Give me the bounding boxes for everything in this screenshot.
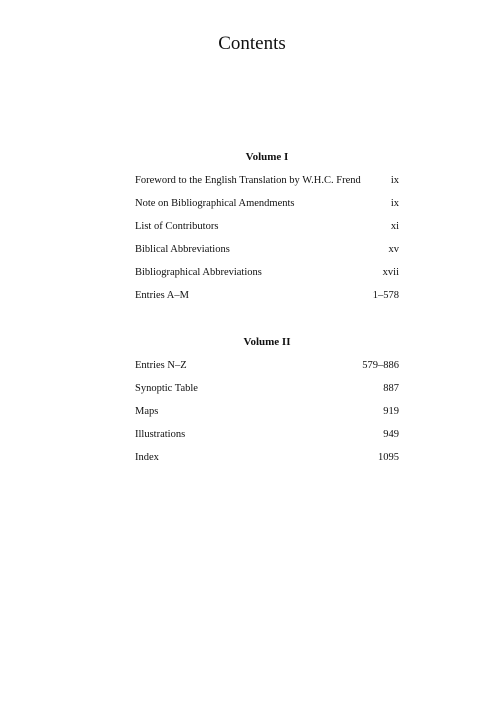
- toc-entry-page: xvii: [382, 267, 399, 278]
- toc-entry-page: xi: [390, 221, 399, 232]
- toc-entry-entries-n-z[interactable]: [135, 359, 399, 382]
- volume-1-section: [135, 150, 399, 312]
- toc-entry-title: Bibliographical Abbreviations: [135, 267, 262, 278]
- toc-entry-title: Entries A–M: [135, 290, 189, 301]
- volume-2-section: [135, 335, 399, 474]
- volume-heading: Volume II: [243, 336, 291, 348]
- toc-entry-title: Biblical Abbreviations: [135, 244, 230, 255]
- toc-entry-page: 919: [383, 406, 399, 417]
- toc-entry-page: xv: [388, 244, 399, 255]
- toc-entry-title: Maps: [135, 406, 159, 417]
- toc-entry-foreword[interactable]: [135, 174, 399, 197]
- toc-entry-page: 949: [383, 429, 399, 440]
- toc-entry-title: Illustrations: [135, 429, 186, 440]
- toc-entry-title: Index: [135, 452, 159, 463]
- toc-entry-contributors[interactable]: [135, 220, 399, 243]
- toc-entry-entries-a-m[interactable]: [135, 289, 399, 312]
- toc-list: [135, 174, 399, 312]
- toc-entry-page: ix: [390, 175, 399, 186]
- toc-entry-bibliographical-amendments[interactable]: [135, 197, 399, 220]
- toc-entry-page: 1–578: [372, 290, 399, 301]
- toc-entry-page: ix: [390, 198, 399, 209]
- toc-entry-title: Synoptic Table: [135, 383, 198, 394]
- toc-entry-title: Entries N–Z: [135, 360, 187, 371]
- toc-entry-illustrations[interactable]: [135, 428, 399, 451]
- toc-entry-bibliographical-abbreviations[interactable]: [135, 266, 399, 289]
- toc-entry-title: Foreword to the English Translation by W.H.C. Frend: [135, 175, 361, 186]
- toc-entry-biblical-abbreviations[interactable]: [135, 243, 399, 266]
- toc-entry-page: 579–886: [362, 360, 399, 371]
- toc-entry-page: 887: [383, 383, 399, 394]
- page-title: Contents: [218, 33, 286, 54]
- volume-heading: Volume I: [245, 151, 289, 163]
- toc-entry-title: Note on Bibliographical Amendments: [135, 198, 295, 209]
- toc-entry-title: List of Contributors: [135, 221, 219, 232]
- toc-entry-page: 1095: [378, 452, 399, 463]
- toc-entry-synoptic-table[interactable]: [135, 382, 399, 405]
- toc-entry-maps[interactable]: [135, 405, 399, 428]
- toc-entry-index[interactable]: [135, 451, 399, 474]
- toc-list: [135, 359, 399, 474]
